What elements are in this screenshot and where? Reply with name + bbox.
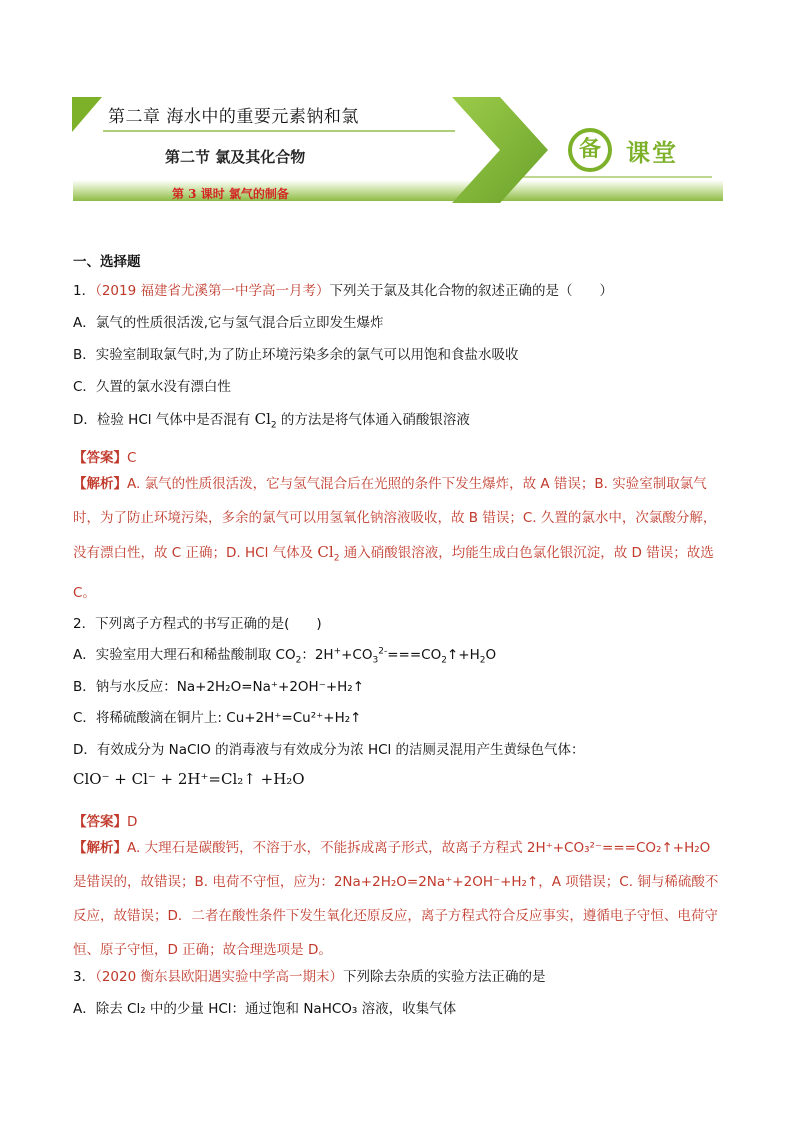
q2-a-text: A．实验室用大理石和稀盐酸制取 CO <box>73 647 296 663</box>
q1-d-text-end: 的方法是将气体通入硝酸银溶液 <box>276 412 470 428</box>
lesson-band <box>73 180 723 201</box>
q1-d-text: D．检验 HCl 气体中是否混有 <box>73 412 255 428</box>
q1-analysis-label: 【解析】 <box>73 476 127 492</box>
q1-analysis <box>73 467 723 610</box>
q1-option-a: A．氯气的性质很活泼,它与氢气混合后立即发生爆炸 <box>73 315 384 331</box>
q2-a-end: O <box>485 647 497 663</box>
q1-answer-value: C <box>127 450 137 466</box>
q1-option-c: C．久置的氯水没有漂白性 <box>73 379 231 395</box>
q2-a-sub4: 2 <box>479 655 486 666</box>
q2-analysis-label: 【解析】 <box>73 840 127 856</box>
section-heading: 一、选择题 <box>73 254 141 270</box>
q1-d-cl: Cl <box>254 410 271 428</box>
q1-d-sub: 2 <box>270 420 277 431</box>
lesson-title: 第 3 课时 氯气的制备 <box>172 187 289 201</box>
q1-analysis-cl: Cl <box>317 543 334 561</box>
q3-option-a: A．除去 Cl₂ 中的少量 HCl：通过饱和 NaHCO₃ 溶液，收集气体 <box>73 1001 457 1017</box>
question-2-stem <box>73 612 322 632</box>
q2-analysis-text: A. 大理石是碳酸钙，不溶于水，不能拆成离子形式，故离子方程式 2H⁺+CO₃²⁻===CO₂↑+H₂O 是错误的，故错误；B. 电荷不守恒，应为：2Na+2H₂O=2Na⁺+2OH⁻+H₂↑，A 项错误；C. 铜与稀硫酸不反应，故错误；D．二者在酸性条件下发生氧化还原反应，离子方程式符合反应事实，遵循电子守恒、电荷守恒、原子守恒，D 正确；故合理选项是 D。 <box>73 840 719 958</box>
q2-a-sub1: 2 <box>295 655 302 666</box>
q2-a-sub3: 2 <box>441 655 447 666</box>
chapter-title: 第二章 海水中的重要元素钠和氯 <box>108 107 359 127</box>
question-1-stem <box>73 279 613 299</box>
q1-analysis-text-end: 通入硝酸银溶液，均能生成白色氯化银沉淀，故 D 错误；故选 C。 <box>73 545 714 601</box>
section-title-header: 第二节 氯及其化合物 <box>165 148 306 166</box>
q1-stem-text: 下列关于氯及其化合物的叙述正确的是（ ） <box>329 283 613 299</box>
q2-a-mid3: ===CO <box>387 647 442 663</box>
q2-d-formula: ClO⁻ + Cl⁻ + 2H⁺=Cl₂↑ +H₂O <box>73 770 305 788</box>
q1-answer-label: 【答案】 <box>73 450 127 466</box>
q2-option-a <box>73 643 496 666</box>
q3-number: 3． <box>73 969 96 985</box>
q2-a-sub2: 3 <box>372 655 379 666</box>
q2-a-sup1: + <box>333 646 342 657</box>
q2-a-sup2: 2- <box>378 646 388 657</box>
q2-answer <box>73 810 137 830</box>
q2-answer-value: D <box>127 814 138 830</box>
question-3-stem <box>73 965 546 985</box>
banner-left-triangle <box>72 97 102 132</box>
logo-text: 课堂 <box>626 139 678 167</box>
q2-analysis <box>73 831 723 967</box>
q2-a-mid2: +CO <box>341 647 373 663</box>
q2-option-c: C．将稀硫酸滴在铜片上: Cu+2H⁺=Cu²⁺+H₂↑ <box>73 710 362 726</box>
q3-source: （2020 衡东县欧阳遇实验中学高一期末） <box>95 969 343 985</box>
q2-stem-text: 下列离子方程式的书写正确的是( ) <box>95 616 322 632</box>
q2-a-mid: ：2H <box>301 647 334 663</box>
q1-answer <box>73 446 136 466</box>
q1-option-b: B．实验室制取氯气时,为了防止环境污染多余的氯气可以用饱和食盐水吸收 <box>73 347 519 363</box>
q1-source: （2019 福建省尤溪第一中学高一月考） <box>95 283 330 299</box>
q2-a-mid4: ↑+H <box>446 647 480 663</box>
q1-number: 1． <box>73 283 96 299</box>
q2-answer-label: 【答案】 <box>73 814 127 830</box>
q1-option-d <box>73 408 470 431</box>
q1-analysis-sub: 2 <box>333 553 340 564</box>
q2-option-b: B．钠与水反应：Na+2H₂O=Na⁺+2OH⁻+H₂↑ <box>73 679 365 695</box>
q2-option-d: D．有效成分为 NaClO 的消毒液与有效成分为浓 HCl 的洁厕灵混用产生黄绿色气体： <box>73 742 585 758</box>
q1-analysis-text: A. 氯气的性质很活泼，它与氢气混合后在光照的条件下发生爆炸，故 A 错误；B. 实验室制取氯气时，为了防止环境污染，多余的氯气可以用氢氧化钠溶液吸收，故 B 错误；C. 久置的氯水中，次氯酸分解，没有漂白性，故 C 正确；D. HCl 气体及 <box>73 476 717 561</box>
q2-number: 2． <box>73 616 96 632</box>
q3-stem-text: 下列除去杂质的实验方法正确的是 <box>343 969 546 985</box>
logo-mark: 备 <box>578 137 601 162</box>
